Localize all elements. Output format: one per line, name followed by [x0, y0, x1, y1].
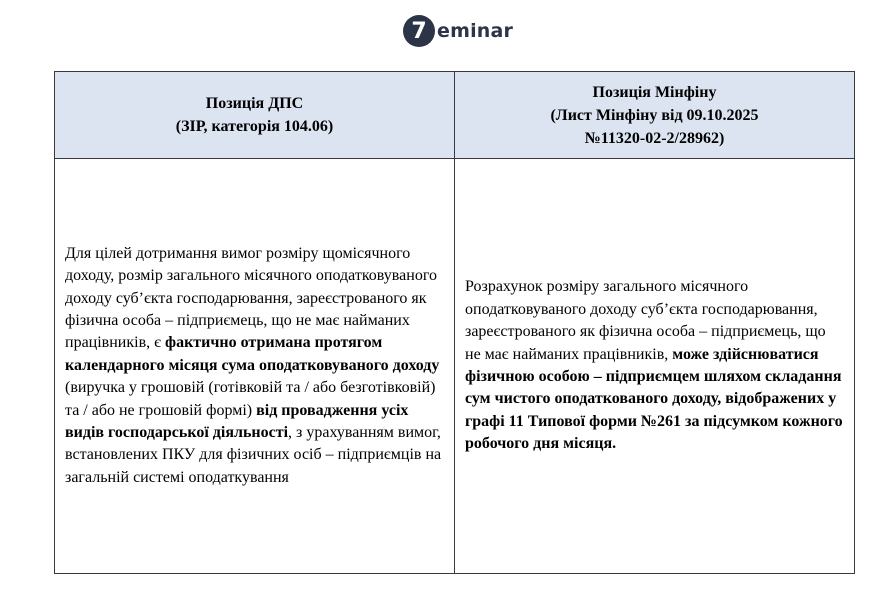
header-line: (Лист Мінфіну від 09.10.2025: [550, 106, 759, 124]
right-column-header: [455, 72, 855, 159]
comparison-table: [54, 71, 855, 574]
text-run: Розрахунок розміру загального місячного оподатковуваного доходу суб’єкта господарювання, зареєстрованого як фізична особа – підприємець, що не має найманих працівників,: [465, 278, 826, 363]
header-line: Позиція ДПС: [205, 95, 304, 112]
text-run: Для цілей дотримання вимог розміру щомісячного доходу, розмір загального місячного оподатковуваного доходу суб’єкта господарювання, зареєстрованого як фізична особа – підприємець, що не має найманих працівників, є: [65, 244, 437, 352]
right-column-text: [455, 159, 855, 574]
bold-run: фактично отримана протягом календарного місяця сума оподатковуваного доходу: [65, 334, 440, 374]
bold-run: може здійснюватися фізичною особою – підприємцем шляхом складання сум чистого оподаткованого доходу, відображених у графі 11 Типової форми №261 за підсумком кожного робочого дня місяця.: [465, 345, 843, 453]
header-line: №11320-02-2/28962): [584, 129, 725, 147]
header-line: Позиція Мінфіну: [592, 83, 717, 101]
left-column-header: [55, 72, 455, 159]
text-run: (виручка у грошовій (готівковій та / або безготівковій) та / або не грошовій формі): [65, 379, 436, 419]
table-header-row: [55, 72, 855, 159]
bold-run: від провадження усіх видів господарської діяльності: [65, 401, 409, 442]
table-body-row: [55, 159, 855, 574]
text-run: , з урахуванням вимог, встановлених ПКУ для фізичних осіб – підприємців на загальній системі оподаткування: [65, 424, 442, 486]
logo-text: eminar: [437, 20, 514, 42]
left-column-text: [55, 159, 455, 574]
seminar-logo: [403, 14, 513, 48]
logo-mark: 7: [403, 15, 435, 47]
header-line: (ЗІР, категорія 104.06): [175, 118, 334, 135]
